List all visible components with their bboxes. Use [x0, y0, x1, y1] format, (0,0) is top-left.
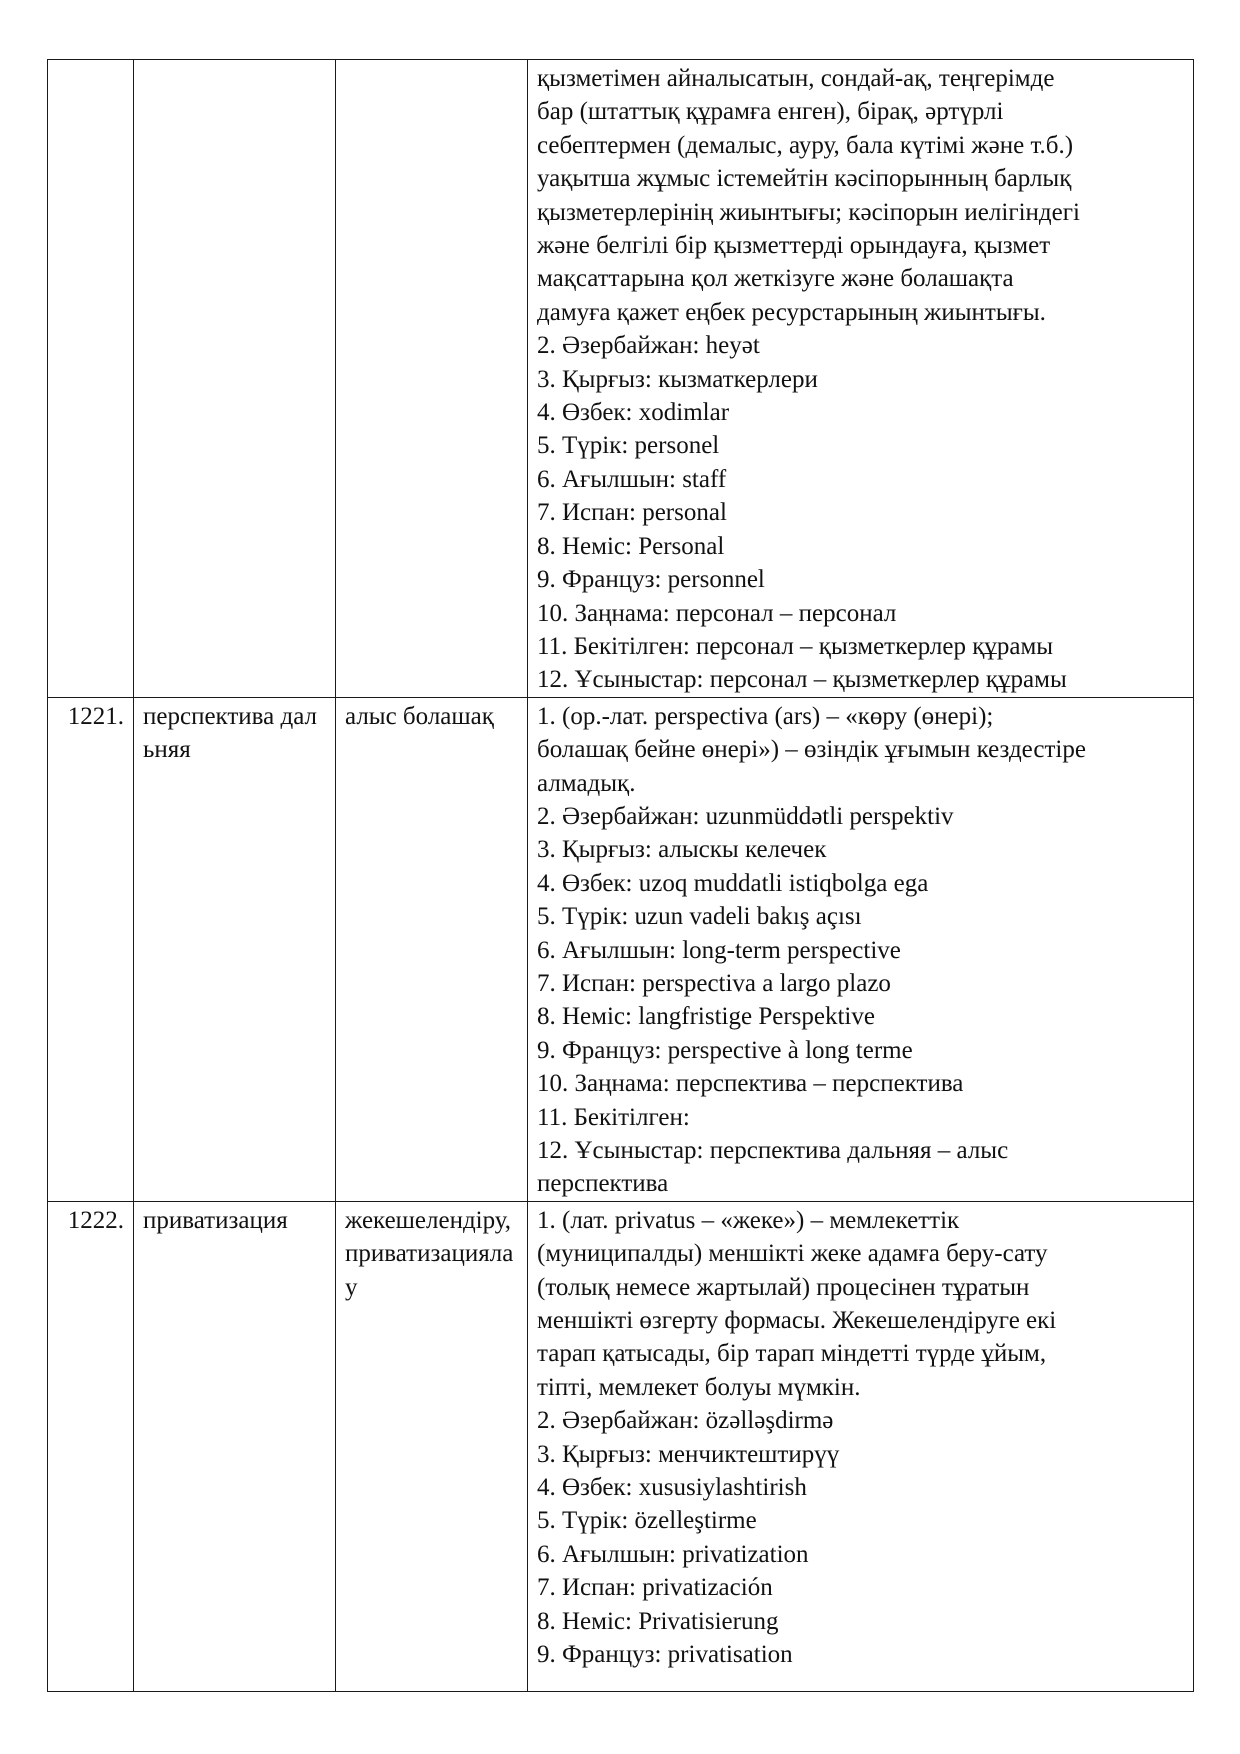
definition-line: 11. Бекітілген: персонал – қызметкерлер құрамы: [537, 632, 1054, 660]
definition-line: 2. Әзербайжан: uzunmüddətli perspektiv: [537, 802, 954, 830]
definition-line: 11. Бекітілген:: [537, 1103, 690, 1131]
definition-line: 8. Неміс: langfristige Perspektive: [537, 1003, 875, 1031]
definition-line: 8. Неміс: Privatisierung: [537, 1607, 779, 1635]
definition-line: (муниципалды) меншікті жеке адамға беру-сату: [537, 1240, 1048, 1268]
term-kazakh: алыс болашақ: [336, 697, 528, 1201]
definition-line: болашақ бейне өнері») – өзіндік ұғымын кездестіре: [537, 736, 1086, 764]
definition-line: және белгілі бір қызметтерді орындауға, қызмет: [537, 232, 1051, 260]
definition-line: себептермен (демалыс, ауру, бала күтімі және т.б.): [537, 131, 1074, 159]
definition-line: 3. Қырғыз: алыскы келечек: [537, 836, 827, 864]
definition-line: 4. Өзбек: xodimlar: [537, 399, 730, 427]
definition-line: 5. Түрік: özelleştirme: [537, 1507, 757, 1535]
definition-line: 7. Испан: perspectiva a largo plazo: [537, 969, 891, 997]
table-row: [48, 60, 1194, 698]
definition-line: уақытша жұмыс істемейтін кәсіпорынның барлық: [537, 165, 1072, 193]
term-definition: [528, 1201, 1194, 1691]
definition-line: 1. (ор.-лат. perspectiva (ars) – «көру (өнері);: [537, 702, 994, 730]
definition-line: 6. Ағылшын: staff: [537, 465, 727, 493]
definition-line: 4. Өзбек: xususiylashtirish: [537, 1474, 807, 1502]
definition-line: меншікті өзгерту формасы. Жекешелендіруге екі: [537, 1307, 1057, 1335]
term-definition: [528, 697, 1194, 1201]
definition-line: 5. Түрік: uzun vadeli bakış açısı: [537, 903, 862, 931]
definition-line: тарап қатысады, бір тарап міндетті түрде ұйым,: [537, 1340, 1047, 1368]
definition-line: (толық немесе жартылай) процесінен тұратын: [537, 1273, 1030, 1301]
entry-number: 1221.: [48, 697, 134, 1201]
definition-line: тіпті, мемлекет болуы мүмкін.: [537, 1373, 861, 1401]
definition-line: 2. Әзербайжан: özəlləşdirmə: [537, 1407, 834, 1435]
entry-number: 1222.: [48, 1201, 134, 1691]
glossary-table: [47, 59, 1194, 1692]
definition-line: 7. Испан: personal: [537, 499, 727, 527]
definition-line: 9. Француз: personnel: [537, 566, 765, 594]
definition-line: 3. Қырғыз: менчиктештирүү: [537, 1440, 840, 1468]
definition-line: 1. (лат. privatus – «жеке») – мемлекеттік: [537, 1206, 960, 1234]
term-definition: [528, 60, 1194, 698]
term-kazakh: жекешелендіру, приватизациялау: [336, 1201, 528, 1691]
definition-line: 9. Француз: perspective à long terme: [537, 1036, 913, 1064]
definition-line: мақсаттарына қол жеткізуге және болашақта: [537, 265, 1014, 293]
definition-line: қызметімен айналысатын, сондай-ақ, теңгерімде: [537, 65, 1055, 92]
definition-line: 3. Қырғыз: кызматкерлери: [537, 365, 818, 393]
definition-line: қызметерлерінің жиынтығы; кәсіпорын иелігіндегі: [537, 198, 1080, 226]
definition-line: 5. Түрік: personel: [537, 432, 720, 460]
term-russian: [134, 60, 336, 698]
definition-line: 10. Заңнама: перспектива – перспектива: [537, 1070, 964, 1098]
definition-line: 7. Испан: privatización: [537, 1574, 773, 1602]
definition-line: бар (штаттық құрамға енген), бірақ, әртүрлі: [537, 98, 1004, 126]
entry-number: [48, 60, 134, 698]
definition-line: алмадық.: [537, 769, 636, 797]
definition-line: 12. Ұсыныстар: перспектива дальняя – алыс: [537, 1137, 1009, 1164]
glossary-body: [48, 60, 1194, 1692]
definition-line: 8. Неміс: Personal: [537, 532, 725, 560]
definition-line: 2. Әзербайжан: heyət: [537, 332, 760, 360]
definition-line: 6. Ағылшын: privatization: [537, 1540, 809, 1568]
definition-line: 12. Ұсыныстар: персонал – қызметкерлер құрамы: [537, 666, 1067, 694]
term-kazakh: [336, 60, 528, 698]
table-row: [48, 697, 1194, 1201]
definition-line: перспектива: [537, 1170, 669, 1198]
definition-line: 6. Ағылшын: long-term perspective: [537, 936, 901, 964]
term-russian: перспектива дальняя: [134, 697, 336, 1201]
definition-line: 4. Өзбек: uzoq muddatli istiqbolga ega: [537, 869, 929, 897]
definition-line: дамуға қажет еңбек ресурстарының жиынтығы.: [537, 298, 1046, 326]
definition-line: 10. Заңнама: персонал – персонал: [537, 599, 897, 627]
definition-line: 9. Француз: privatisation: [537, 1641, 793, 1669]
table-row: [48, 1201, 1194, 1691]
term-russian: приватизация: [134, 1201, 336, 1691]
